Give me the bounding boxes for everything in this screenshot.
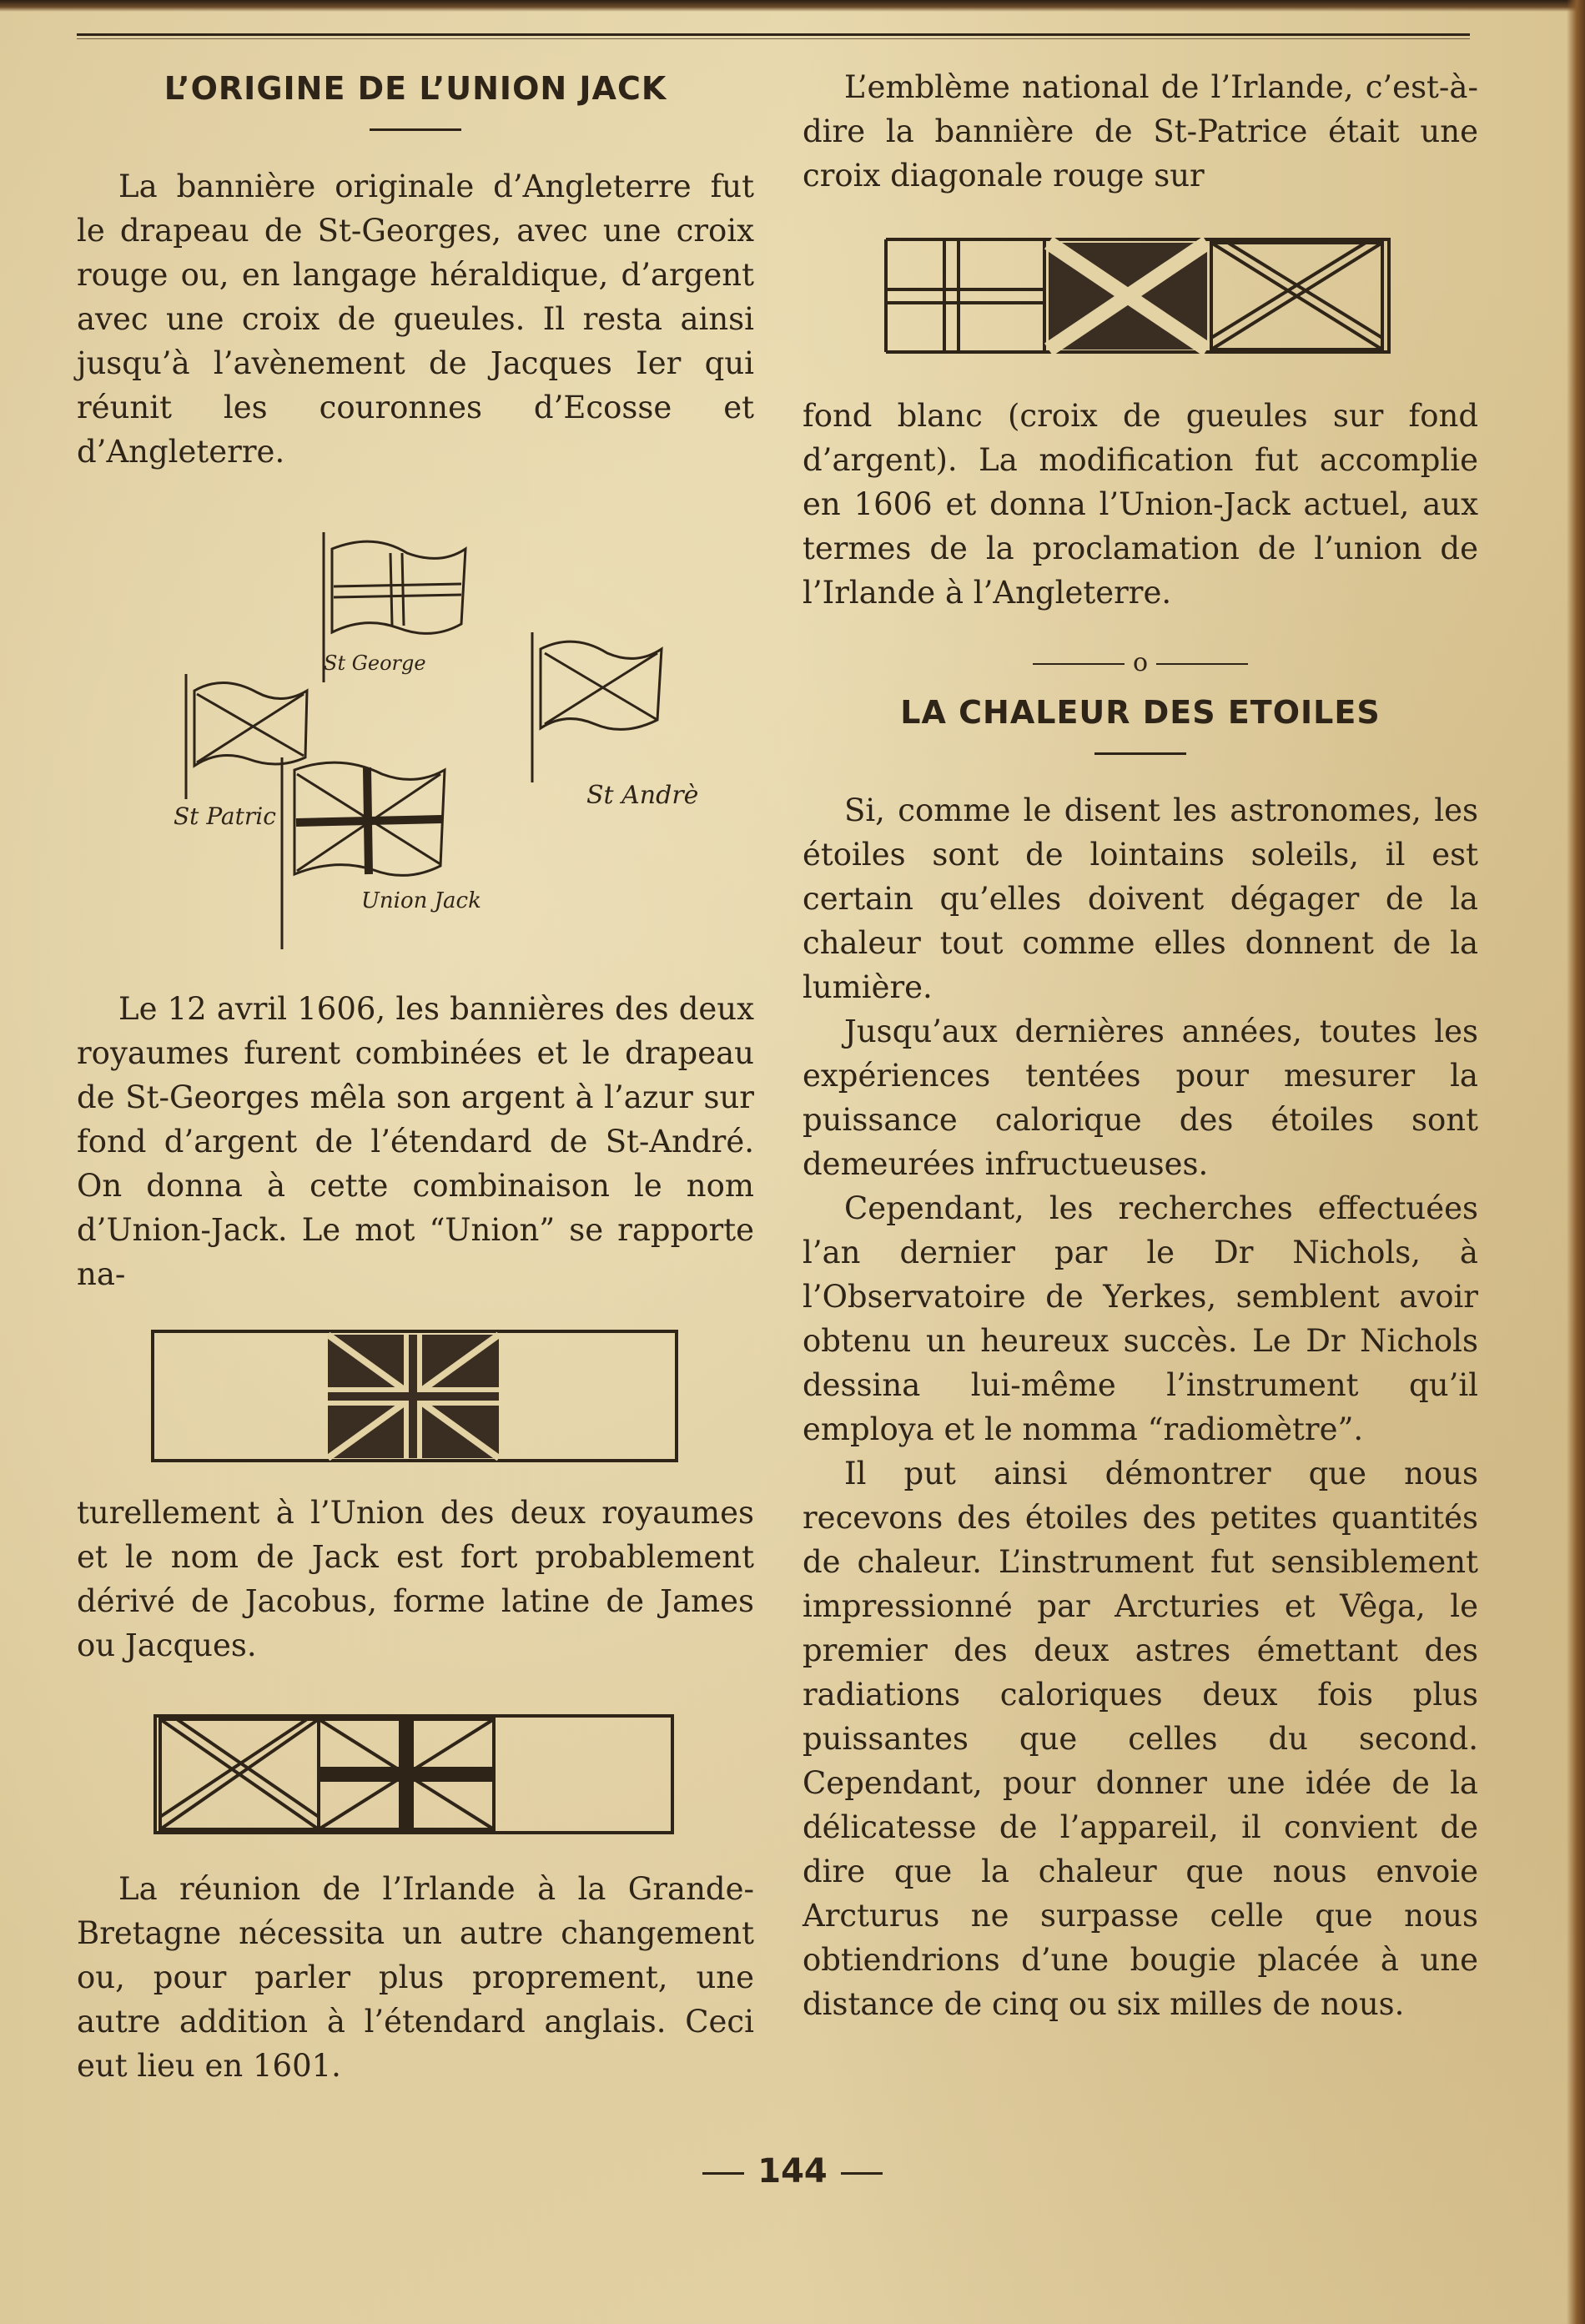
paragraph: Cependant, les recherches effectuées l’an dernier par le Dr Nichols, à l’Observatoire de Yerkes, semblent avoir obtenu un heureux succès. Le Dr Nichols dessina lui-même l’instrument qu’il employa et le nomma “radiomètre”.	[803, 1190, 1478, 1447]
paragraph: Le 12 avril 1606, les bannières des deux royaumes furent combinées et le drapeau de St-Georges mêla son argent à l’azur sur fond d’argent de l’étendard de St-André. On donna à cette combinaison le nom d’Union-Jack. Le mot “Union” se rapporte na-	[77, 991, 754, 1292]
page-top-edge	[0, 0, 1585, 12]
label-union-jack: Union Jack	[361, 888, 481, 913]
banner-drawing-3	[882, 231, 1399, 360]
paragraph: turellement à l’Union des deux royaumes et le nom de Jack est fort probablement dérivé de Jacobus, forme latine de James ou Jacques.	[77, 1495, 754, 1663]
article-title-chaleur-des-etoiles: LA CHALEUR DES ETOILES	[900, 694, 1381, 731]
separator-mark: o	[1132, 648, 1149, 677]
paragraph: Jusqu’aux dernières années, toutes les expériences tentées pour mesurer la puissance calorique des étoiles sont demeurées infructueuses.	[803, 1014, 1478, 1182]
section-separator	[803, 648, 1478, 677]
paragraph: Il put ainsi démontrer que nous recevons des étoiles des petites quantités de chaleur. L’instrument fut sensiblement impressionné par Arcturies et Vêga, le premier des deux astres émettant des radiations caloriques deux fois plus puissantes que celles du second. Cependant, pour donner une idée de la délicatesse de l’appareil, il convient de dire que la chaleur que nous envoie Arcturus ne surpasse celle que nous obtiendrions d’une bougie placée à une distance de cinq ou six milles de nous.	[803, 1456, 1478, 2022]
paragraph: La réunion de l’Irlande à la Grande-Bretagne nécessita un autre changement ou, pour parler plus proprement, une autre addition à l’étendard anglais. Ceci eut lieu en 1601.	[77, 1871, 754, 2084]
union-jack-with-st-patrick-illustration	[148, 1704, 682, 1842]
union-and-st-patrick-flags-illustration	[882, 231, 1399, 360]
flags-drawing	[123, 516, 707, 970]
article-title-union-jack: L’ORIGINE DE L’UNION JACK	[164, 70, 667, 107]
separator-line	[1156, 663, 1248, 665]
header-rule-thin	[77, 38, 1470, 39]
folio-dash	[702, 2172, 744, 2175]
title-rule	[370, 128, 461, 131]
label-st-patric: St Patric	[174, 802, 276, 830]
st-george-flag	[332, 541, 465, 633]
banner-drawing-1	[148, 1325, 682, 1471]
header-rule	[77, 33, 1470, 36]
title-rule	[1094, 752, 1186, 755]
page-binding-edge	[1567, 0, 1585, 2324]
folio-dash	[841, 2172, 883, 2175]
paragraph: Si, comme le disent les astronomes, les étoiles sont de lointains soleils, il est certain qu’elles doivent dégager de la chaleur tout comme elles donnent de la lumière.	[803, 792, 1478, 1005]
label-st-andre: St Andrè	[586, 781, 699, 810]
flags-illustration	[123, 516, 707, 970]
separator-line	[1033, 663, 1125, 665]
page-number	[0, 2152, 1585, 2191]
label-st-george: St George	[324, 651, 426, 675]
left-column	[77, 58, 754, 2088]
paragraph: La bannière originale d’Angleterre fut le drapeau de St-Georges, avec une croix rouge ou, en langage héraldique, d’argent avec une croix de gueules. Il resta ainsi jusqu’à l’avènement de Jacques Ier qui réunit les couronnes d’Ecosse et d’Angleterre.	[77, 169, 754, 470]
paragraph: fond blanc (croix de gueules sur fond d’argent). La modification fut accomplie en 1606 et donna l’Union-Jack actuel, aux termes de la proclamation de l’union de l’Irlande à l’Angleterre.	[803, 398, 1478, 611]
paragraph: L’emblème national de l’Irlande, c’est-à-dire la bannière de St-Patrice était une croix diagonale rouge sur	[803, 69, 1478, 194]
banner-drawing-2	[148, 1704, 682, 1842]
page-number-value: 144	[757, 2152, 828, 2191]
right-column	[803, 58, 1478, 2026]
union-jack-in-banner-illustration	[148, 1325, 682, 1471]
